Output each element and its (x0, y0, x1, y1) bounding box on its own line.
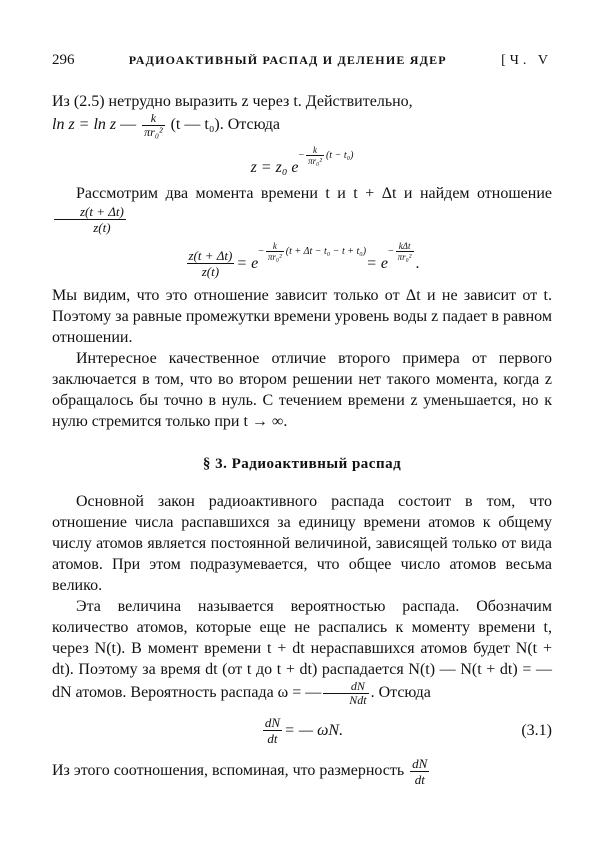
p1-text-d: (t — t₀). Отсюда (166, 116, 280, 134)
eq2-end: . (415, 254, 420, 272)
p1-text-c: — (116, 116, 141, 134)
p6-text-a: Эта величина называется вероятностью распада. Обозначим количество атомов, которые еще не распались к моменту времени t, через N(t). В момент времени t + dt нераспавшихся атомов будет N(t + dt). Поэтому за время dt (от t до t + dt) распадается N(t) — N(t + dt) = — dN атомов. Вероятность распада ω = — (52, 598, 552, 702)
p1-frac-den: πr₀² (144, 125, 163, 139)
p1-text-a: Из (2.5) нетрудно выразить z через t. Действительно, (52, 93, 413, 110)
p7-text: Из этого соотношения, вспоминая, что размерность (52, 762, 405, 780)
running-title: РАДИОАКТИВНЫЙ РАСПАД И ДЕЛЕНИЕ ЯДЕР (128, 53, 447, 67)
p2-frac-num: z(t + Δt) (54, 204, 126, 220)
p1-fraction (142, 112, 164, 139)
eq2-exponent-2 (388, 240, 415, 262)
eq2-exp1-num: k (266, 241, 284, 252)
paragraph-4: Интересное качественное отличие второго примера от первого заключается в том, что во втором решении нет такого момента, когда z обращалось бы точно в нуль. С течением времени z уменьшается, но к нулю стремится только при t → ∞. (52, 350, 552, 431)
p6-frac-den: Ndt (349, 693, 367, 708)
section-title: § 3. Радиоактивный распад (202, 456, 402, 473)
equation-3 (52, 715, 552, 746)
eq3-rhs: = — ωN. (284, 721, 344, 739)
p1-text-b: ln z = ln z (52, 116, 117, 134)
eq2-exp2-den: πr₀² (397, 251, 412, 262)
eq2-exp2-sign: − (388, 245, 394, 257)
eq2-exp1-frac (266, 241, 284, 262)
p7-frac-num: dN (412, 756, 428, 772)
equation-number: (3.1) (521, 721, 552, 739)
equation-2 (52, 241, 552, 280)
eq2-exp1-tail: (t + Δt − t₀ − t + t₀) (285, 245, 367, 257)
paragraph-7 (52, 756, 552, 787)
eq2-exp1-den: πr₀² (267, 251, 282, 262)
eq2-lhs-den: z(t) (201, 264, 220, 280)
eq2-exp2-num: kΔt (396, 241, 414, 252)
eq3-lhs-den: dt (267, 731, 278, 747)
eq1-exp-sign: − (298, 149, 305, 161)
eq1-exponent (298, 145, 354, 166)
p7-frac-den: dt (414, 772, 425, 788)
eq1-exp-frac (306, 145, 324, 166)
paragraph-2 (52, 183, 552, 235)
p6-text-b: . Отсюда (370, 684, 431, 702)
p6-fraction (323, 680, 368, 707)
eq2-exp2-frac (396, 241, 414, 262)
eq1-exp-num: k (306, 145, 324, 156)
eq3-lhs-num: dN (264, 715, 281, 731)
eq1-lhs: z = z₀ e (250, 158, 299, 176)
eq2-exp1-sign: − (258, 245, 264, 257)
eq2-mid: = e (236, 254, 259, 272)
running-header (52, 52, 552, 69)
page (52, 52, 552, 787)
paragraph-3: Мы видим, что это отношение зависит только от Δt и не зависит от t. Поэтому за равные промежутки времени уровень воды z падает в равном отношении. (52, 287, 552, 347)
p6-frac-num: dN (323, 680, 368, 694)
chapter-label: [Ч. V (501, 53, 552, 68)
p2-fraction (54, 204, 126, 235)
page-number: 296 (52, 52, 75, 68)
equation-1 (52, 145, 552, 177)
eq2-rhs: = e (366, 254, 389, 272)
eq1-exp-tail: (t − t₀) (325, 149, 354, 161)
eq3-lhs-frac (263, 715, 282, 746)
eq2-exponent-1 (258, 240, 367, 262)
p1-frac-num: k (142, 112, 164, 126)
eq2-lhs-frac (187, 248, 235, 279)
paragraph-6 (52, 596, 552, 707)
p2-text: Рассмотрим два момента времени t и t + Δt и найдем отношение (76, 184, 552, 202)
paragraph-1 (52, 91, 552, 139)
p7-fraction (410, 756, 429, 787)
eq2-lhs-num: z(t + Δt) (188, 248, 233, 264)
paragraph-5: Основной закон радиоактивного распада состоит в том, что отношение числа распавшихся за единицу времени атомов к общему числу атомов является постоянной величиной, зависящей только от вида атомов. При этом подразумевается, что общее число атомов весьма велико. (52, 493, 552, 595)
p2-frac-den: z(t) (93, 219, 111, 235)
eq1-exp-den: πr₀² (308, 156, 322, 166)
